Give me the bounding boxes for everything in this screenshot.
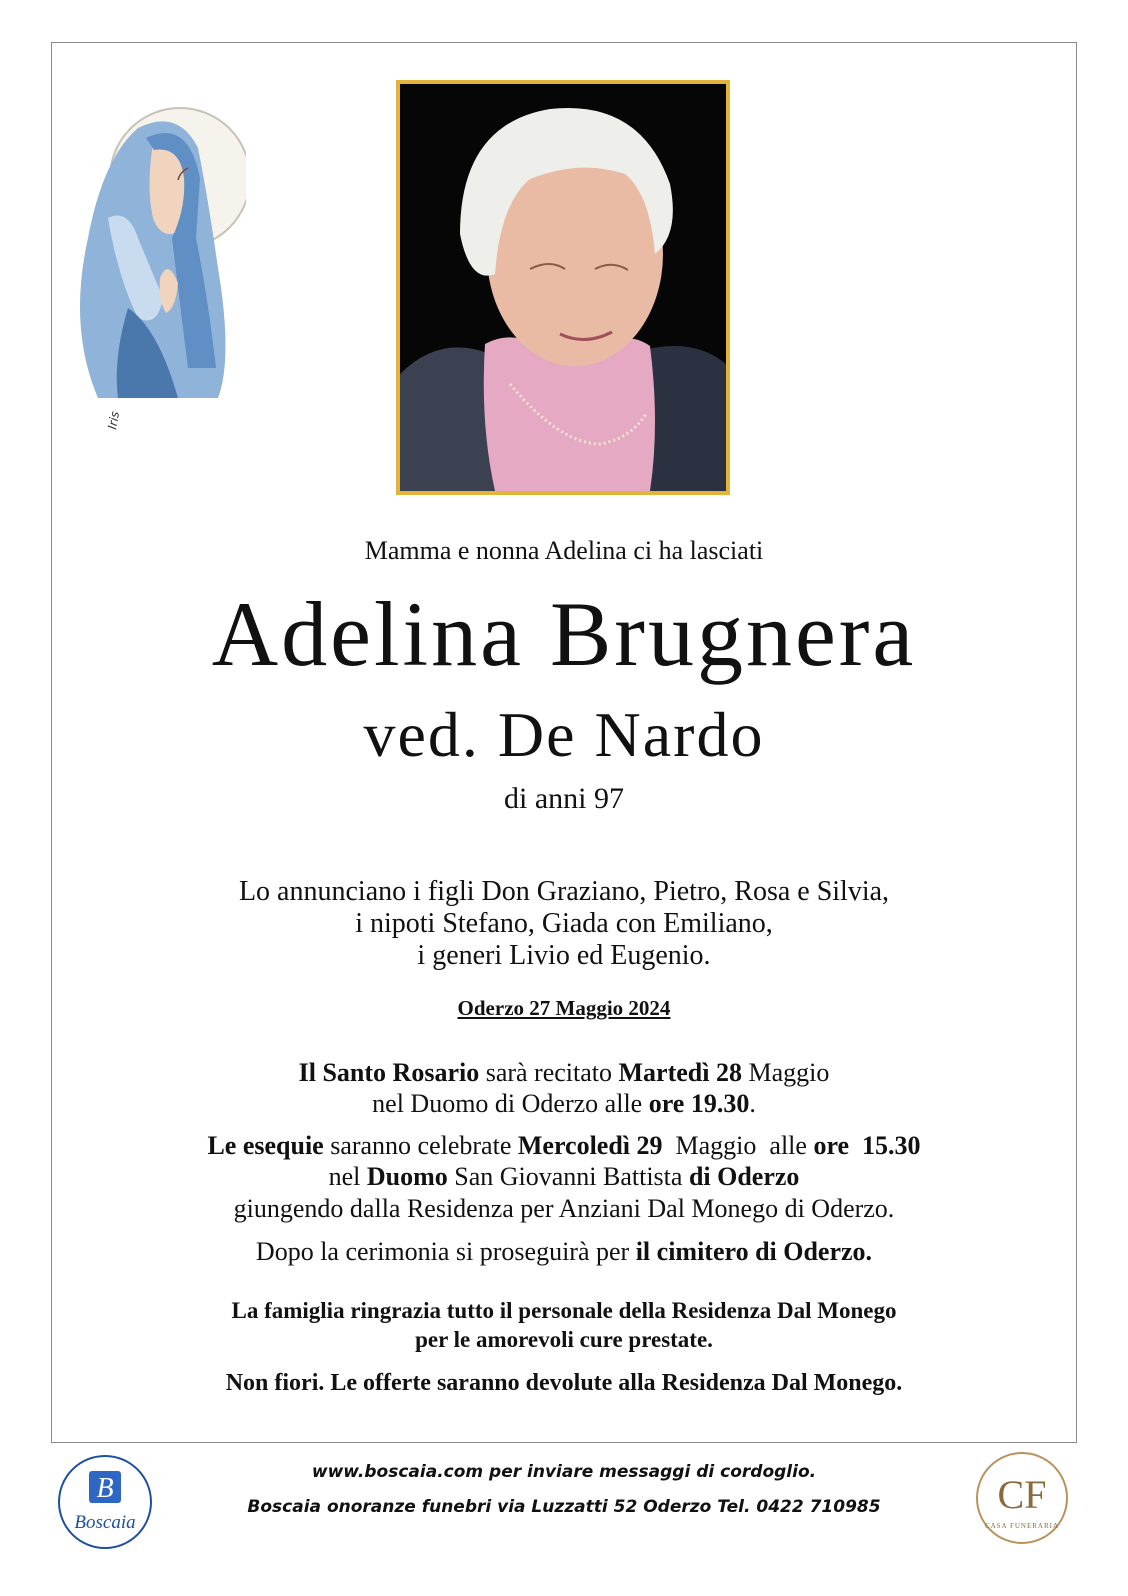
place-date-text: Oderzo 27 Maggio 2024 xyxy=(457,996,671,1020)
thanks-line: La famiglia ringrazia tutto il personale della Residenza Dal Monego xyxy=(231,1298,897,1323)
boscaia-logo-letter: B xyxy=(96,1473,114,1504)
rosary-day: Martedì 28 xyxy=(618,1058,742,1087)
rosary-month: Maggio xyxy=(741,1058,830,1087)
rosary-text: sarà recitato xyxy=(479,1058,619,1087)
thanks-line: per le amorevoli cure prestate. xyxy=(415,1327,713,1352)
family-thanks xyxy=(60,1296,1068,1354)
funeral-text: saranno celebrate xyxy=(323,1131,518,1160)
rosary-time: ore 19.30 xyxy=(648,1089,750,1118)
madonna-signature: Iris xyxy=(105,410,123,431)
funeral-town: di Oderzo xyxy=(688,1162,800,1191)
cf-logo-caption: CASA FUNERARIA xyxy=(984,1522,1060,1530)
boscaia-logo[interactable] xyxy=(56,1453,154,1551)
cemetery: il cimitero di Oderzo. xyxy=(635,1237,873,1266)
deceased-name: Adelina Brugnera xyxy=(211,583,917,685)
no-flowers: Non fiori. Le offerte saranno devolute alla Residenza Dal Monego. xyxy=(225,1370,903,1396)
funeral-month: Maggio alle xyxy=(662,1131,814,1160)
place-date xyxy=(60,996,1068,1021)
funeral-duomo: Duomo xyxy=(366,1162,448,1191)
rosary-title: Il Santo Rosario xyxy=(298,1058,480,1087)
rosary-info xyxy=(60,1057,1068,1119)
portrait-photo xyxy=(396,80,730,495)
boscaia-logo-name: Boscaia xyxy=(74,1512,136,1533)
rosary-line-1 xyxy=(60,1057,1068,1088)
funeral-info xyxy=(60,1130,1068,1224)
funeral-line-1 xyxy=(60,1130,1068,1161)
funeral-line-3: giungendo dalla Residenza per Anziani Dal Monego di Oderzo. xyxy=(233,1194,895,1223)
after-text: Dopo la cerimonia si proseguirà per xyxy=(255,1237,636,1266)
address-line: Boscaia onoranze funebri via Luzzatti 52 Oderzo Tel. 0422 710985 xyxy=(247,1497,881,1517)
madonna-illustration xyxy=(68,68,246,444)
casa-funeraria-logo[interactable] xyxy=(974,1450,1070,1546)
rosary-place: nel Duomo di Oderzo alle xyxy=(372,1089,649,1118)
website-link[interactable]: www.boscaia.com per inviare messaggi di cordoglio. xyxy=(311,1462,817,1482)
announcement-line: i nipoti Stefano, Giada con Emiliano, xyxy=(355,908,773,939)
rosary-line-2 xyxy=(60,1088,1068,1119)
rosary-period: . xyxy=(749,1089,756,1118)
intro-line: Mamma e nonna Adelina ci ha lasciati xyxy=(364,536,764,565)
funeral-church: San Giovanni Battista xyxy=(447,1162,689,1191)
announcement xyxy=(60,876,1068,972)
website-line[interactable] xyxy=(200,1462,928,1482)
funeral-place-prefix: nel xyxy=(328,1162,367,1191)
announcement-line: Lo annunciano i figli Don Graziano, Pietro, Rosa e Silvia, xyxy=(238,876,890,907)
funeral-time: ore 15.30 xyxy=(813,1131,921,1160)
funeral-day: Mercoledì 29 xyxy=(517,1131,663,1160)
age-line: di anni 97 xyxy=(504,782,624,815)
after-ceremony xyxy=(60,1237,1068,1267)
announcement-line: i generi Livio ed Eugenio. xyxy=(417,940,711,971)
funeral-line-2 xyxy=(60,1161,1068,1192)
married-name: ved. De Nardo xyxy=(363,699,765,770)
funeral-title: Le esequie xyxy=(207,1131,324,1160)
cf-logo-letters: CF xyxy=(997,1472,1047,1517)
